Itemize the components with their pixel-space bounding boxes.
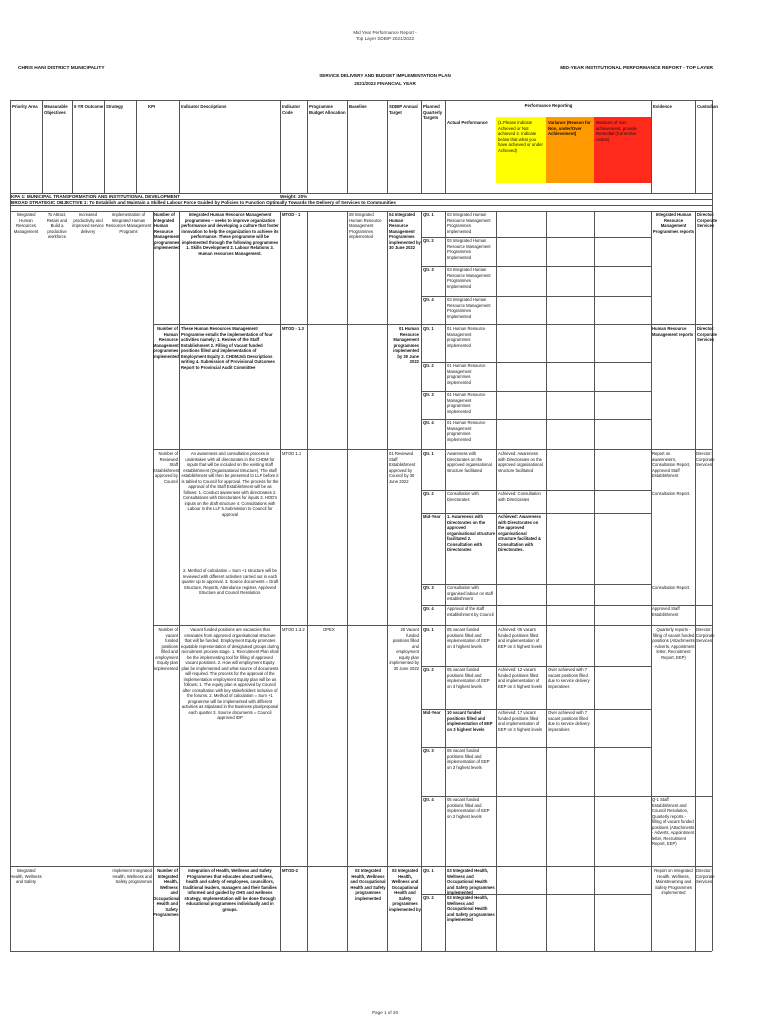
quarter-target: 03 Integrated Health, Wellness and Occupational Health and Safety programmes implemented bbox=[447, 895, 495, 922]
indicator-code: MTOD - 1 bbox=[282, 212, 301, 217]
annual-target: 01 Human Resource Management programmes implemented by 30 June 2022 bbox=[393, 326, 419, 364]
actual-performance: Achieved: Awareness with Directorates on the approved organisational structure facilitated bbox=[498, 451, 543, 473]
col-annual-target: SDBIP Annual Target bbox=[389, 104, 418, 115]
col-priority-area: Priority Area bbox=[12, 104, 38, 109]
indicator-description: An awareness and consultation process is undertaken with all directorates in the CHDM for inputs that will be included on the existing staff establishment (Organisational Structure). The staff establishment will then be presented to LLF before it is tabled to Council for approval. The process for the approval of the Staff Establishment will be as follows: 1. Conduct awareness with directorates 2. Consultations with Directorates for inputs 3. HOD's inputs on the draft structure 4. Consultations with Labour in the LLF 5.Submission to Council for approval bbox=[181, 451, 279, 517]
quarter-label: Qtr. 4 bbox=[423, 606, 434, 611]
sdbip-table bbox=[10, 100, 719, 951]
quarter-label: Qtr. 2 bbox=[423, 238, 434, 243]
quarter-label: Qtr. 4 bbox=[423, 420, 434, 425]
annual-target: 03 Integrated Health, Wellness and Occupational Health and Safety programmes implemented by bbox=[389, 868, 421, 912]
priority-area: Integrated Human Resources Management bbox=[13, 212, 39, 234]
col-indicate: (1.Please indicate Achieved or Not achieved 2. Indicate below that what you have achieved or under Achieved) bbox=[498, 120, 543, 153]
quarter-target: 05 vacant funded positions filled and implementation of EEP on 3 highest levels bbox=[447, 748, 490, 770]
quarter-target: 05 vacant funded positions filled and implementation of EEP on 3 highest levels bbox=[447, 627, 490, 649]
custodian: Director: Corporate Services bbox=[697, 326, 718, 342]
custodian: Director: Corporate Services bbox=[696, 627, 715, 643]
col-outcome: 5 YR Outcome bbox=[74, 104, 104, 109]
col-strategy: Strategy bbox=[106, 104, 124, 109]
indicator-description: Vacant funded positions are vacancies that emanates from approved organisational structure that will be funded. Employment Equity promotes equitable representation of designated groups during recruitment process stage. 1. Recruitment Plan shall be the implementing tool for filling of approved vacant positions. 2. How will employment Equity plan be implemented and what source of documents will required. The process for the approval of the implementation employment Equity plan will be as follows; 1. The equity plan is approved by Council after consultation with key stakeholders inclusive of the forums. 2. Method of calculation = Sum +1 programme will be implemented with different activities as stipulated in the Business plan/proposal each quarter 3. Source documents = Council approved IDP bbox=[181, 627, 280, 720]
municipality-name: CHRIS HANI DISTRICT MUNICIPALITY bbox=[18, 66, 105, 71]
page-number: Page 1 of 26 bbox=[371, 1010, 399, 1015]
actual-performance: Achieved: 12 vacant funded positions filled and implementation of EEP on 3 highest levels bbox=[498, 667, 543, 689]
quarter-label: Qtr. 4 bbox=[423, 797, 434, 802]
evidence: Human Resource Management reports bbox=[652, 326, 694, 337]
kpa-weight: Weight: 20% bbox=[280, 194, 308, 199]
evidence: Approved Staff Establishment bbox=[652, 606, 680, 617]
quarter-target: 03 Integrated Human Resource Management Programmes Implemented bbox=[447, 297, 491, 319]
quarter-target: Approval of the staff establishment by Council bbox=[447, 606, 494, 617]
kpi: Number of Human Resource Management programmes implemented bbox=[153, 326, 179, 359]
col-indicator-code: Indicator Code bbox=[282, 104, 301, 115]
annual-target: 04 Integrated Human Resource Management Programmes implemented by 30 June 2022 bbox=[389, 212, 421, 250]
quarter-target: 01 Human Resource Management programmes implemented bbox=[447, 392, 486, 414]
quarter-target: 05 vacant funded positions filled and implementation of EEP on 3 highest levels bbox=[447, 797, 490, 819]
col-planned-targets: Planned Quarterly Targets bbox=[423, 104, 443, 120]
quarter-label: Qtr. 1 bbox=[423, 627, 434, 632]
col-performance-reporting: Performance Reporting bbox=[524, 103, 573, 108]
financial-year: 2021/2022 FINANCIAL YEAR bbox=[354, 81, 416, 86]
col-baseline: Baseline bbox=[349, 104, 367, 109]
actual-performance: Achieved: Consultation with Directorates bbox=[498, 491, 541, 502]
report-heading-line2: Top Layer SDBIP 2021/2022 bbox=[355, 36, 415, 41]
budget-allocation: OPEX bbox=[323, 627, 335, 632]
plan-title: SERVICE DELIVERY AND BUDGET IMPLEMENTATION PLAN bbox=[319, 73, 451, 78]
quarter-label: Qtr. 3 bbox=[423, 748, 434, 753]
quarter-target: 01 Human Resource Management programmes implemented bbox=[447, 420, 486, 442]
quarter-target: 05 vacant funded positions filled and implementation of EEP on 3 highest levels bbox=[447, 667, 490, 689]
quarter-label: Qtr. 1 bbox=[423, 212, 434, 217]
indicator-code: MTOD - 1.3 bbox=[282, 326, 304, 331]
quarter-label: Qtr. 3 bbox=[423, 267, 434, 272]
indicator-description: Integration of Health, Wellness and Safety Programmes that educates about wellness, health and safety of employees, councillors, traditional leaders, managers and their families informed and guided by OHS and wellness strategy. Implementation will be done through educational programmes individually and in groups. bbox=[183, 868, 277, 912]
quarter-label: Qtr. 4 bbox=[423, 297, 434, 302]
quarter-label: Mid-Year bbox=[423, 514, 441, 519]
evidence: Consultation Report. bbox=[652, 585, 691, 590]
indicator-description: Integrated Human Resource Management programmes – seeks to improve organization performance and developing a culture that foster innovation to help the organization to achieve its performance. These programme will be implemented through the following programmes 1. Skills Development 2. Labour Relations 3. Human resources Management. bbox=[181, 212, 279, 256]
col-evidence: Evidence bbox=[653, 104, 672, 109]
actual-performance: Achieved: Awareness with Directorates on the approved organisational structure facilitated & Consultation with Directorates. bbox=[498, 514, 542, 552]
custodian: Director: Corporate Services bbox=[696, 451, 715, 467]
evidence: Q-1 Staff Establishment and Council Resolution, Quarterly reports - filling of vacant funded positions (Attachments - Adverts, Appointment letter, Recruitment Report, EEP) bbox=[652, 797, 695, 846]
actual-performance: Achieved: 05 vacant funded positions filled and implementation of EEP on 3 highest levels bbox=[498, 627, 543, 649]
report-name: MID-YEAR INSTITUTIONAL PERFORMANCE REPORT - TOP LAYER bbox=[560, 66, 713, 71]
variance-reason: Over achieved with 7 vacant positions filled due to service delivery imperatives bbox=[548, 667, 590, 689]
col-actual-performance: Actual Performance bbox=[447, 120, 488, 125]
quarter-target: Consultation with organised labour on staff establishment bbox=[447, 585, 494, 601]
quarter-target: 1. Awareness with Directorates on the approved organisational structure facilitated 2. Consultation with Directorates bbox=[447, 514, 495, 552]
quarter-label: Qtr. 1 bbox=[423, 326, 434, 331]
measurable-objective: To Attract, Retain and Build a productive workforce bbox=[46, 212, 68, 239]
quarter-target: 03 Integrated Human Resource Management Programmes Implemented bbox=[447, 238, 491, 260]
col-custodian: Custodian bbox=[697, 104, 719, 109]
evidence: Report on Integrated Health, Wellness, Mainstreaming and Safety Programmes implemented bbox=[654, 868, 693, 895]
quarter-label: Qtr. 3 bbox=[423, 585, 434, 590]
quarter-target: Consultation with Directorates bbox=[447, 491, 479, 502]
evidence: Report on awareness's, Consultation Report, Approved Staff Establishment bbox=[652, 451, 691, 478]
baseline: 03 Integrated Health, Wellness and Occupational Health and Safety programmes implemented bbox=[350, 868, 386, 901]
report-heading-line1: Mid Year Performance Report - bbox=[353, 30, 417, 35]
kpi: Number of Reviewed Staff Establishment approved by Council bbox=[153, 451, 180, 484]
quarter-label: Qtr. 2 bbox=[423, 895, 434, 900]
col-indicator-descriptions: Indicator Descriptions bbox=[181, 104, 227, 109]
indicator-description: These Human Resources Management Programme entails the implementation of four activities namely; 1. Review of the Staff Establishment 2. Filling of Vacant funded positions filled and implementation of Employment Equity 3. CHDMJob Descriptions writing 4. Submission of Provisional Outcomes Report to Provincial Audit Committee bbox=[181, 326, 275, 370]
baseline: 08 Integrated Human Resource Management Programmes implemented bbox=[349, 212, 382, 239]
col-kpi: KPI bbox=[148, 104, 156, 109]
kpa-title: KPA 1: MUNICIPAL TRANSFORMATION AND INSTITUTIONAL DEVELOPMENT bbox=[11, 194, 180, 199]
actual-performance: Achieved: 17 vacant funded positions filled and implementation of EEP on 3 highest levels bbox=[498, 710, 543, 732]
quarter-label: Qtr. 2 bbox=[423, 667, 434, 672]
custodian: Director: Corporate Services bbox=[696, 868, 715, 884]
quarter-label: Qtr. 1 bbox=[423, 451, 434, 456]
evidence: Integrated Human Resource Management Programmes reports bbox=[652, 212, 695, 234]
kpi: Number of Integrated Health, Wellness and Occupational Health and Safety Programmes bbox=[153, 868, 180, 917]
quarter-label: Qtr. 1 bbox=[423, 868, 434, 873]
strategic-objective: BROAD STRATEGIC OBJECTIVE 1: To Establish and Maintain a Skilled Labour Force Guided by Policies to Function Optimally Towards the Delivery of Services to Communities bbox=[11, 200, 396, 205]
col-measurable-objectives: Measurable Objectives bbox=[44, 104, 68, 115]
annual-target: 20 Vacant funded positions filled and employment equity plan implemented by 30 June 2022 bbox=[389, 627, 419, 671]
strategy: Implementation of Integrated Human Resources Management Programs bbox=[105, 212, 152, 234]
outcome: Increased productivity and improved service delivery bbox=[72, 212, 104, 234]
quarter-target: 03 Integrated Human Resource Management Programmes Implemented bbox=[447, 267, 491, 289]
quarter-target: 01 Human Resource Management programmes implemented bbox=[447, 326, 486, 348]
kpi: Number of Integrated Human Resource Management programmes implemented bbox=[154, 212, 180, 250]
col-budget: Programme Budget Allocation bbox=[309, 104, 346, 115]
indicator-code: MTOD 1.1 bbox=[282, 451, 302, 456]
custodian: Director: Corporate Services bbox=[697, 212, 718, 228]
quarter-label: Qtr. 3 bbox=[423, 392, 434, 397]
quarter-label: Qtr. 2 bbox=[423, 363, 434, 368]
quarter-target: Awareness with Directorates on the approved organisational structure facilitated bbox=[447, 451, 492, 473]
col-variance: Variance (Reason for Non, under/Over Achievement) bbox=[548, 120, 591, 136]
quarter-label: Mid-Year bbox=[423, 710, 441, 715]
evidence: Consultation Report. bbox=[652, 491, 691, 496]
quarter-target: 03 Integrated Health, Wellness and Occupational Health and Safety programmes implemented bbox=[447, 868, 495, 895]
quarter-target: 01 Human Resource Management programmes implemented bbox=[447, 363, 486, 385]
annual-target: 01 Reviewed Staff Establishment approved by Council by 30 June 2022 bbox=[389, 451, 416, 484]
indicator-code: MTOD-2 bbox=[282, 868, 298, 873]
quarter-target: 10 vacant funded positions filled and implementation of EEP on 3 highest levels bbox=[447, 710, 493, 732]
evidence: Quarterly reports - filling of vacant funded positions (Attachments - Adverts, Appointment letter, Recruitment Report, EEP) bbox=[652, 627, 695, 660]
variance-reason: Over achieved with 7 vacant positions filled due to service delivery imperatives bbox=[548, 710, 590, 732]
indicator-code: MTOD 1.3.2 bbox=[282, 627, 305, 632]
quarter-label: Qtr. 2 bbox=[423, 491, 434, 496]
priority-area: Integrated Health, Wellness and Safety bbox=[10, 868, 42, 884]
indicator-method: 2. Method of calculation = Sum +1 structure will be reviewed with different activities carried out in each quarter up to approval. 3. Source documents = Draft Structure, Reports, Attendance register, Approved Structure and Council Resolution. bbox=[181, 568, 279, 595]
kpi: Number of vacant funded positions filled and employment Equity plan implemented bbox=[154, 627, 178, 671]
strategy: Implement Integrated Health, Wellness and Safety programmes bbox=[112, 868, 152, 884]
col-remedial: Measure of non-achievement, provide Remedial (Corrective Action) bbox=[596, 120, 637, 142]
quarter-target: 03 Integrated Human Resource Management Programmes Implemented bbox=[447, 212, 491, 234]
